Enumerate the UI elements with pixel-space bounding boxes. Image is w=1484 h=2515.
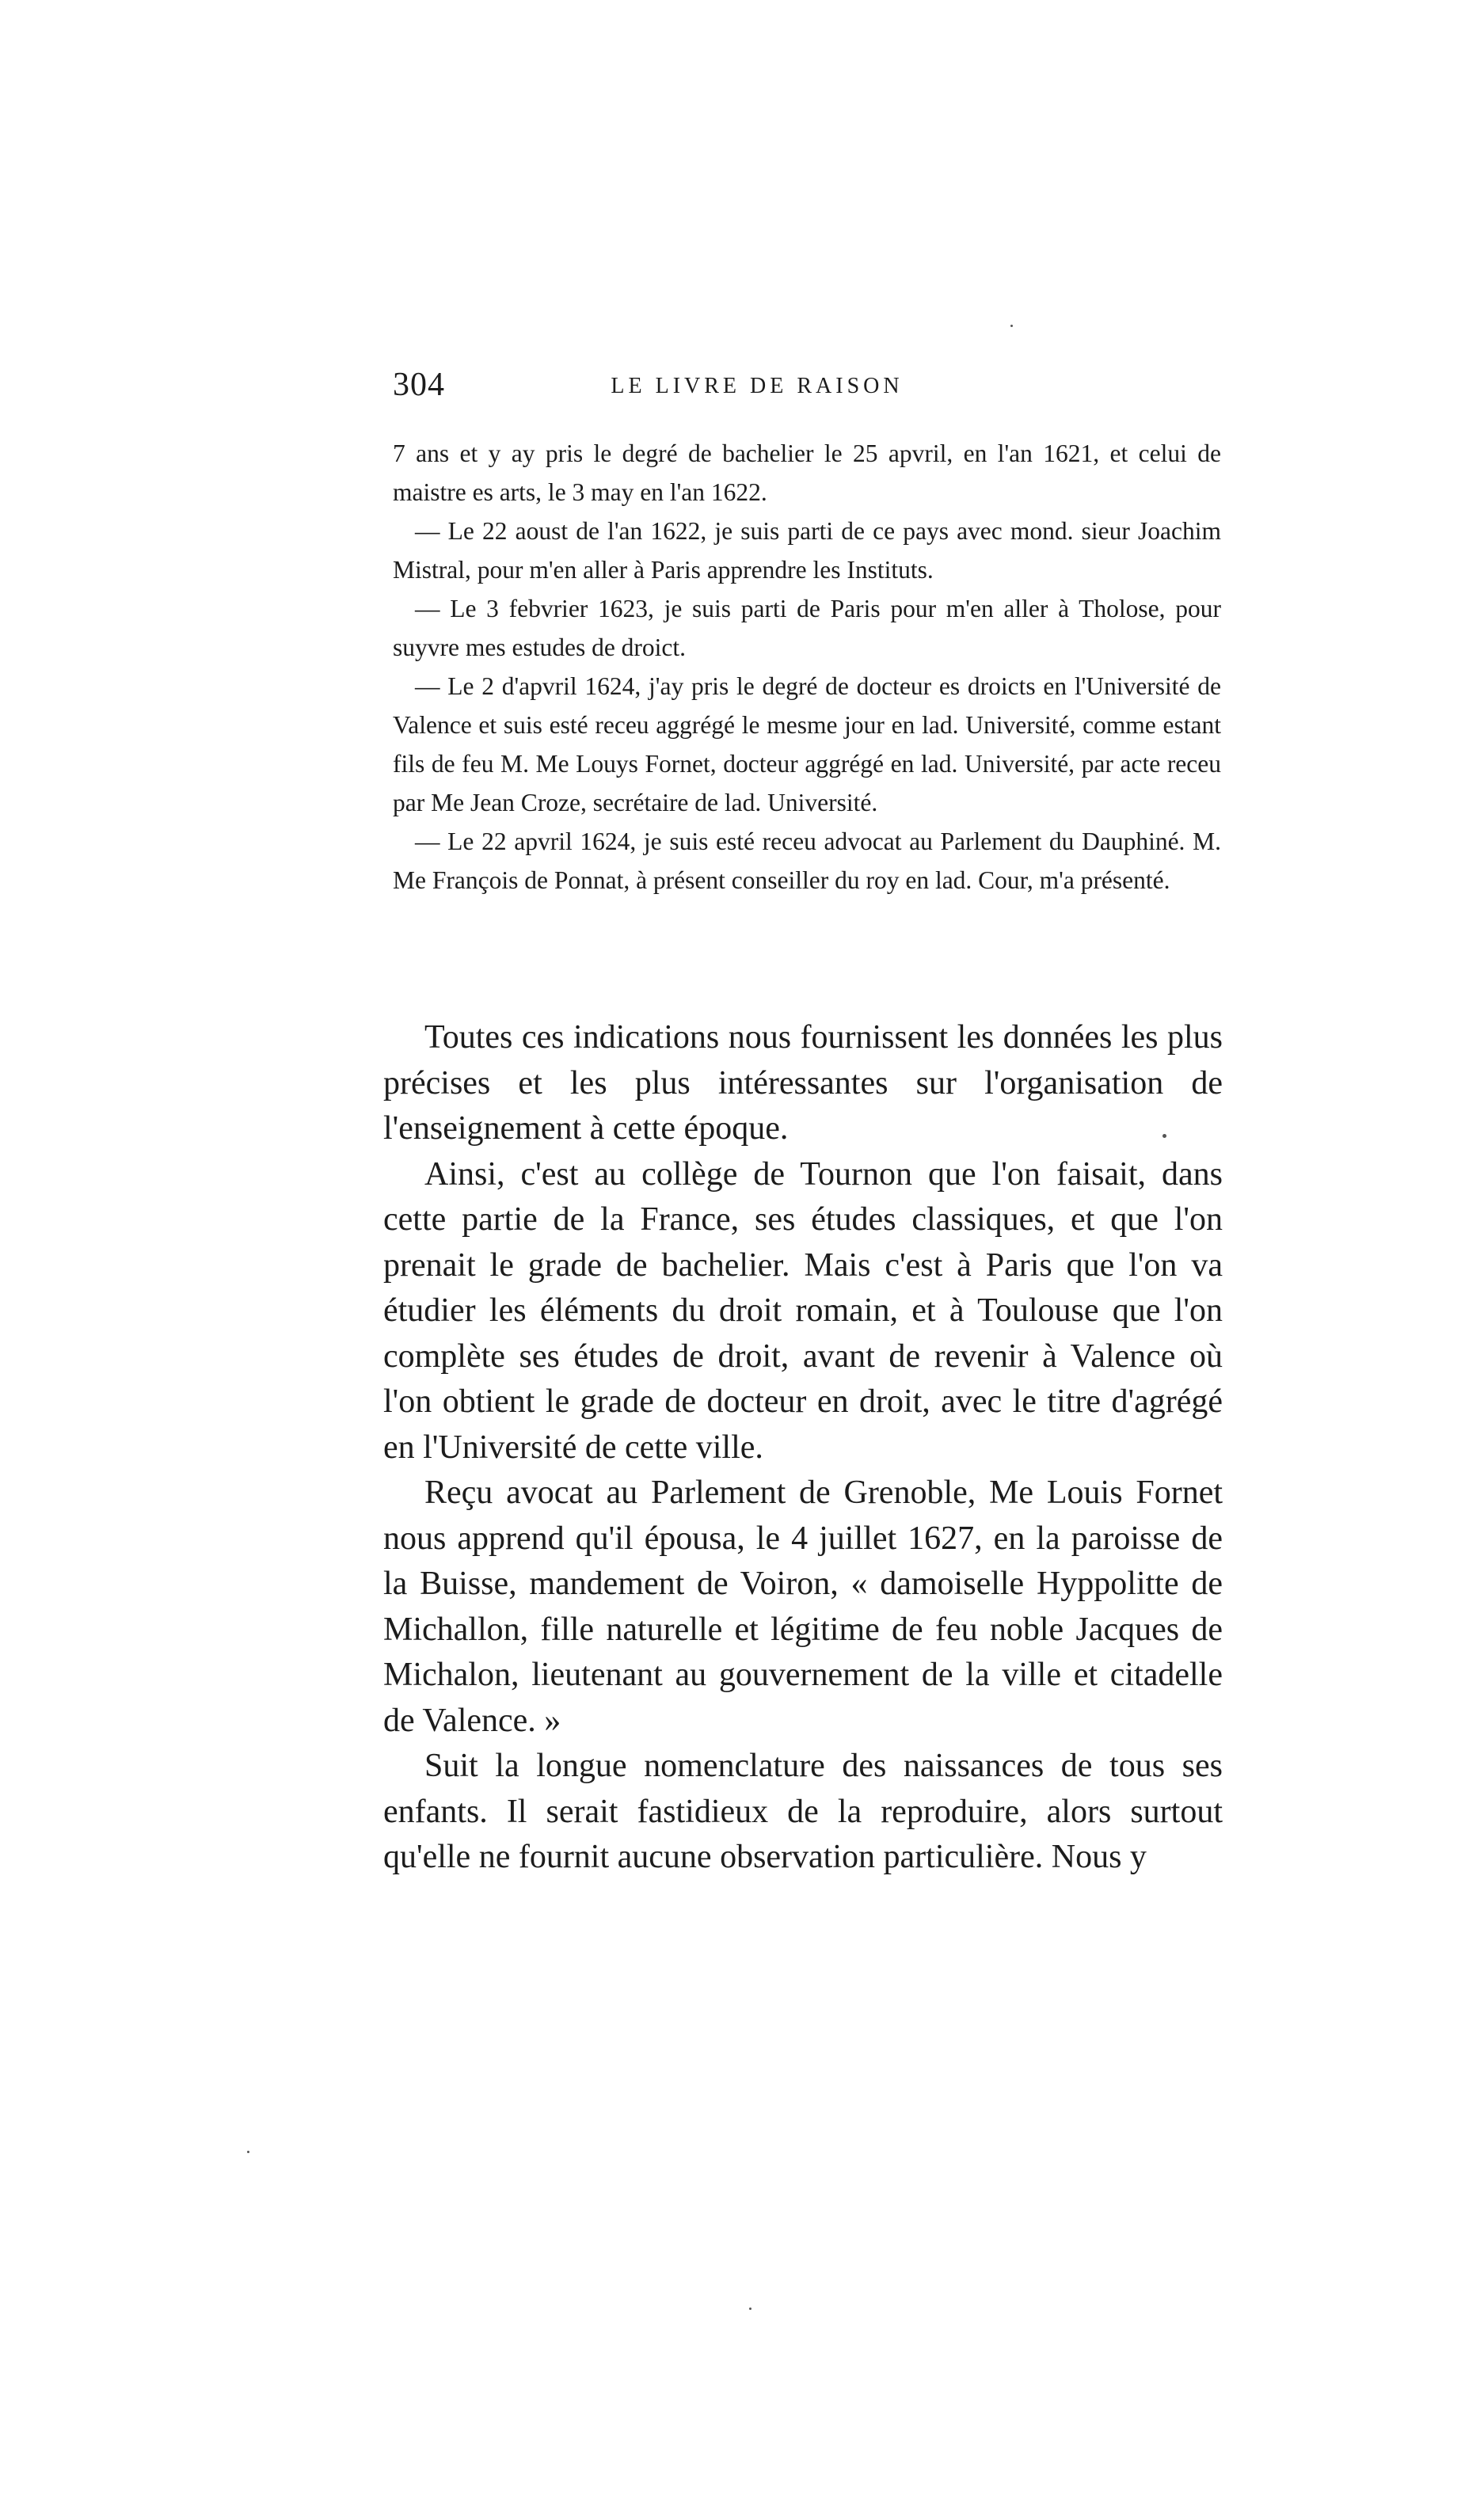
body-text bbox=[383, 1015, 1223, 1881]
quote-paragraph: — Le 22 apvril 1624, je suis esté receu advocat au Parlement du Dauphiné. M. Me François de Ponnat, à présent conseiller du roy en lad. Cour, m'a présenté. bbox=[393, 828, 1221, 894]
paper-speck bbox=[1010, 325, 1013, 327]
quoted-journal-excerpt bbox=[393, 434, 1221, 900]
body-paragraph: Toutes ces indications nous fournissent les données les plus précises et les plus intéressantes sur l'organisation de l'enseignement à cette époque. bbox=[383, 1019, 1223, 1147]
paper-speck bbox=[749, 2308, 752, 2310]
page-header bbox=[393, 366, 963, 413]
paper-speck bbox=[247, 2151, 249, 2153]
quote-paragraph: — Le 3 febvrier 1623, je suis parti de Paris pour m'en aller à Tholose, pour suyvre mes estudes de droict. bbox=[393, 595, 1221, 661]
quote-paragraph: — Le 22 aoust de l'an 1622, je suis parti de ce pays avec mond. sieur Joachim Mistral, pour m'en aller à Paris apprendre les Instituts. bbox=[393, 517, 1221, 584]
body-paragraph: Ainsi, c'est au collège de Tournon que l'on faisait, dans cette partie de la France, ses études classiques, et que l'on prenait le grade de bachelier. Mais c'est à Paris que l'on va étudier les éléments du droit romain, et à Toulouse que l'on complète ses études de droit, avant de revenir à Valence où l'on obtient le grade de docteur en droit, avec le titre d'agrégé en l'Université de cette ville. bbox=[383, 1155, 1223, 1466]
quote-paragraph: — Le 2 d'apvril 1624, j'ay pris le degré de docteur es droicts en l'Université de Valence et suis esté receu aggrégé le mesme jour en lad. Université, comme estant fils de feu M. Me Louys Fornet, docteur aggrégé en lad. Université, par acte receu par Me Jean Croze, secrétaire de lad. Université. bbox=[393, 672, 1221, 816]
page-number: 304 bbox=[393, 367, 445, 403]
running-title: LE LIVRE DE RAISON bbox=[611, 374, 904, 398]
quote-paragraph: 7 ans et y ay pris le degré de bachelier le 25 apvril, en l'an 1621, et celui de maistre es arts, le 3 may en l'an 1622. bbox=[393, 439, 1221, 506]
paper-speck bbox=[1162, 1134, 1166, 1138]
body-paragraph: Suit la longue nomenclature des naissances de tous ses enfants. Il serait fastidieux de la reproduire, alors surtout qu'elle ne fournit aucune observation particulière. Nous y bbox=[383, 1748, 1223, 1875]
body-paragraph: Reçu avocat au Parlement de Grenoble, Me Louis Fornet nous apprend qu'il épousa, le 4 juillet 1627, en la paroisse de la Buisse, mandement de Voiron, « damoiselle Hyppolitte de Michallon, fille naturelle et légitime de feu noble Jacques de Michalon, lieutenant au gouvernement de la ville et citadelle de Valence. » bbox=[383, 1474, 1223, 1739]
